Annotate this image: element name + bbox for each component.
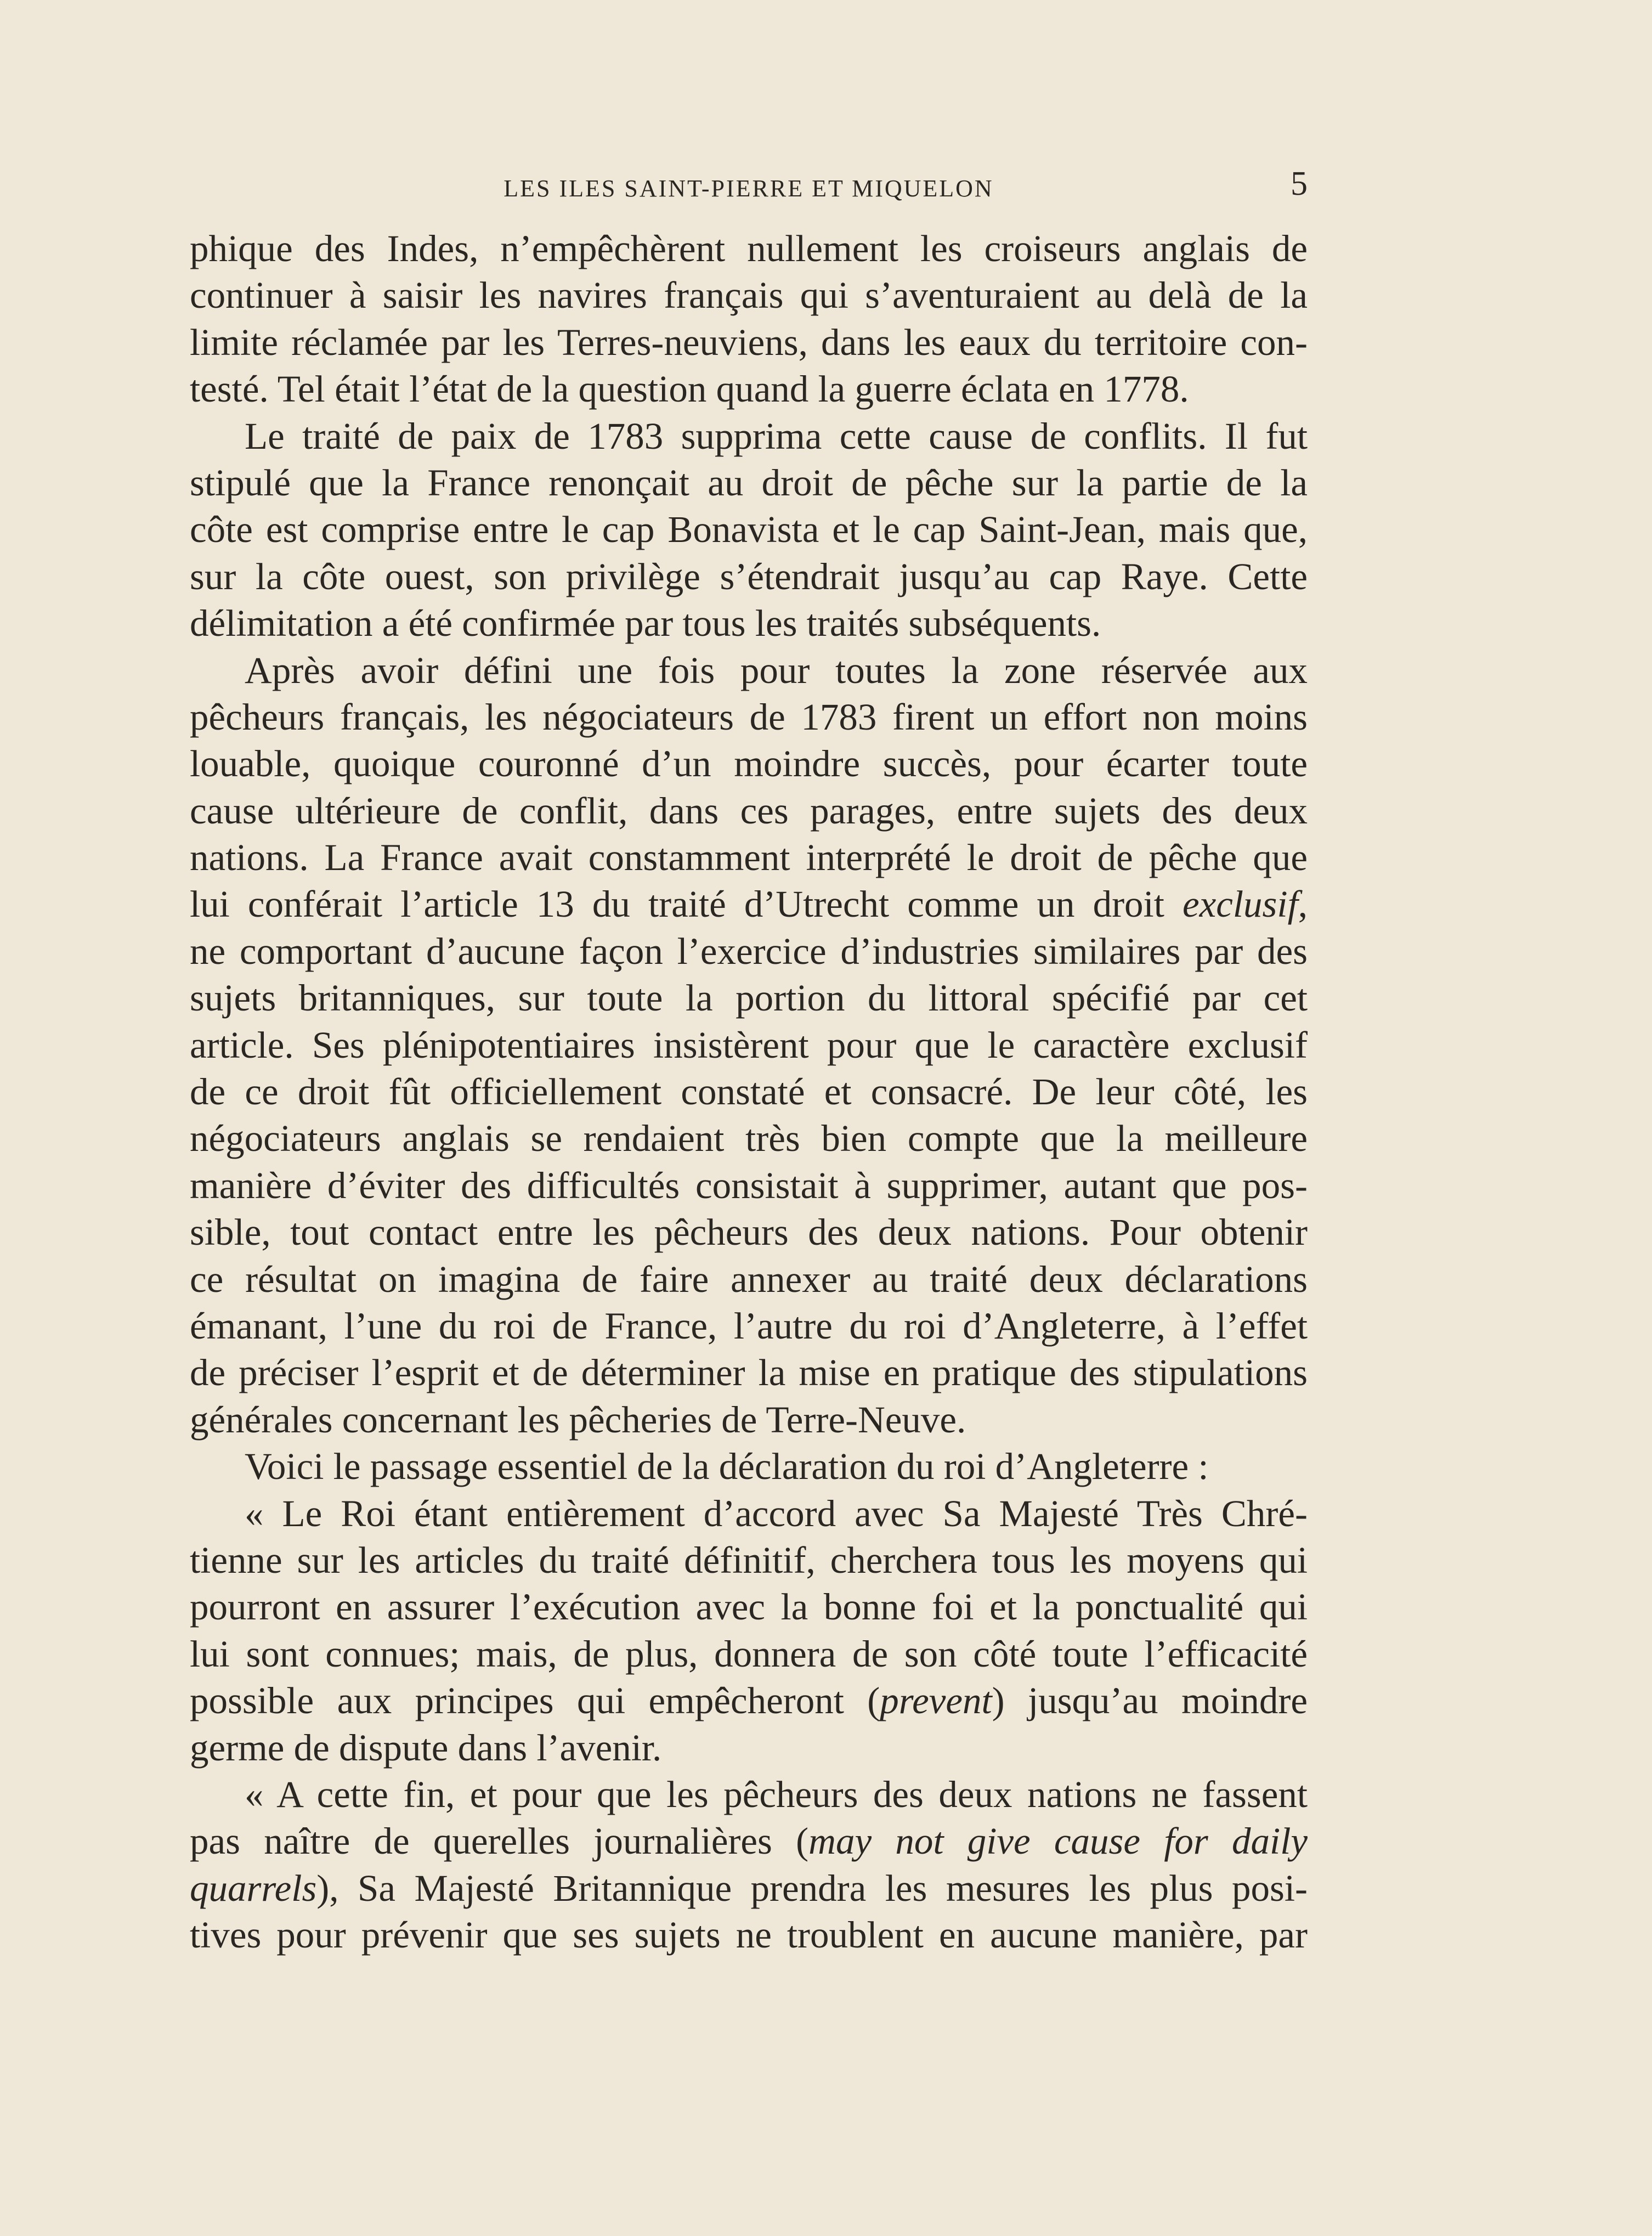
running-header [190,165,1308,208]
text-segment: Le traité de paix de 1783 supprima cette cause de conflits. Il fut [245,415,1308,457]
line-content [190,554,1308,600]
line-content [190,272,1308,319]
text-segment: ce résultat on imagina de faire annexer au traité deux déclarations [190,1258,1308,1300]
text-line [190,1818,1308,1865]
line-content [190,1537,1308,1584]
italic-text: prevent [880,1680,992,1722]
text-line [190,272,1308,319]
text-segment: germe de dispute dans l’avenir. [190,1726,662,1769]
text-line [190,1771,1308,1818]
text-line [190,928,1308,975]
page-number: 5 [1291,165,1308,202]
text-segment: continuer à saisir les navires français qui s’aventuraient au delà de la [190,274,1308,317]
line-content [190,319,1308,366]
line-content [190,1584,1308,1630]
line-content [190,834,1308,881]
line-content [190,1631,1308,1678]
text-line [190,975,1308,1021]
text-segment: sible, tout contact entre les pêcheurs des deux nations. Pour obtenir [190,1211,1308,1253]
line-content [190,1069,1308,1115]
text-segment: lui conférait l’article 13 du traité d’Utrecht comme un droit [190,883,1183,925]
line-content [190,1912,1308,1958]
text-line [190,1865,1308,1912]
text-line [190,319,1308,366]
text-segment: testé. Tel était l’état de la question quand la guerre éclata en 1778. [190,368,1189,410]
text-line [190,1069,1308,1115]
text-segment: Voici le passage essentiel de la déclaration du roi d’Angleterre : [245,1446,1209,1488]
text-segment: louable, quoique couronné d’un moindre succès, pour écarter toute [190,743,1308,785]
text-segment: article. Ses plénipotentiaires insistèrent pour que le caractère exclusif [190,1024,1308,1066]
line-content [190,975,1308,1021]
line-content [190,460,1308,506]
text-line [190,225,1308,272]
text-line [190,834,1308,881]
text-line [190,1209,1308,1256]
text-line [190,1256,1308,1303]
text-segment: cause ultérieure de conflit, dans ces parages, entre sujets des deux [190,789,1308,832]
line-content [190,1397,1308,1443]
text-segment: sur la côte ouest, son privilège s’étendrait jusqu’au cap Raye. Cette [190,555,1308,597]
text-segment: lui sont connues; mais, de plus, donnera de son côté toute l’efficacité [190,1633,1308,1675]
text-segment: pas naître de querelles journalières ( [190,1820,809,1862]
line-content [190,788,1308,834]
text-line [190,1631,1308,1678]
line-content [245,647,1308,694]
text-line [190,1678,1308,1724]
text-segment: ne comportant d’aucune façon l’exercice d’industries similaires par des [190,930,1308,972]
text-segment: Après avoir défini une fois pour toutes la zone réservée aux [245,649,1308,691]
line-content [190,1865,1308,1912]
text-line [190,788,1308,834]
text-line [190,1162,1308,1209]
body-text [190,225,1308,1958]
line-content [190,225,1308,272]
line-content [190,506,1308,553]
text-segment: sujets britanniques, sur toute la portion du littoral spécifié par cet [190,977,1308,1019]
line-content [190,1303,1308,1349]
text-line [190,506,1308,553]
line-content [245,413,1308,460]
line-content [190,1256,1308,1303]
text-segment: émanant, l’une du roi de France, l’autre du roi d’Angleterre, à l’effet [190,1305,1308,1347]
text-segment: de ce droit fût officiellement constaté et consacré. De leur côté, les [190,1071,1308,1113]
text-segment: « A cette fin, et pour que les pêcheurs des deux nations ne fassent [245,1773,1308,1815]
text-line [190,413,1308,460]
text-line [190,1912,1308,1958]
text-line [190,1349,1308,1396]
text-segment: possible aux principes qui empêcheront ( [190,1680,880,1722]
text-line [190,1022,1308,1069]
text-line [190,554,1308,600]
text-segment: , [1298,883,1308,925]
text-segment: côte est comprise entre le cap Bonavista et le cap Saint-Jean, mais que, [190,509,1308,551]
text-segment: limite réclamée par les Terres-neuviens, dans les eaux du territoire con- [190,321,1308,363]
text-segment: pêcheurs français, les négociateurs de 1783 firent un effort non moins [190,696,1308,738]
text-segment: « Le Roi étant entièrement d’accord avec Sa Majesté Très Chré- [245,1492,1308,1534]
text-segment: de préciser l’esprit et de déterminer la mise en pratique des stipulations [190,1352,1308,1394]
italic-text: exclusif [1183,883,1298,925]
text-line [190,366,1308,413]
line-content [190,366,1308,413]
running-title: LES ILES SAINT-PIERRE ET MIQUELON [503,175,994,202]
line-content [190,1209,1308,1256]
text-line [190,460,1308,506]
line-content [190,1818,1308,1865]
text-line [190,600,1308,647]
line-content [245,1443,1308,1490]
line-content [245,1771,1308,1818]
line-content [190,694,1308,741]
line-content [190,741,1308,787]
text-line [190,1397,1308,1443]
text-segment: stipulé que la France renonçait au droit de pêche sur la partie de la [190,461,1308,504]
text-segment: tives pour prévenir que ses sujets ne troublent en aucune manière, par [190,1914,1308,1956]
line-content [190,1115,1308,1162]
line-content [190,881,1308,928]
text-line [190,881,1308,928]
text-segment: ), Sa Majesté Britannique prendra les mesures les plus posi- [316,1867,1308,1909]
text-line [190,741,1308,787]
text-segment: ) jusqu’au moindre [992,1680,1308,1722]
line-content [190,600,1308,647]
text-segment: négociateurs anglais se rendaient très bien compte que la meilleure [190,1117,1308,1160]
text-segment: manière d’éviter des difficultés consistait à supprimer, autant que pos- [190,1164,1308,1206]
line-content [190,1725,1308,1771]
text-line [190,1584,1308,1630]
text-line [190,1443,1308,1490]
italic-text: may not give cause for daily [808,1820,1308,1862]
text-segment: générales concernant les pêcheries de Terre-Neuve. [190,1398,966,1441]
line-content [190,1162,1308,1209]
text-line [190,1303,1308,1349]
text-line [190,694,1308,741]
line-content [190,1022,1308,1069]
line-content [190,928,1308,975]
italic-text: quarrels [190,1867,317,1909]
line-content [245,1490,1308,1537]
text-segment: délimitation a été confirmée par tous les traités subséquents. [190,602,1101,645]
text-line [190,1725,1308,1771]
text-segment: tienne sur les articles du traité définitif, cherchera tous les moyens qui [190,1539,1308,1581]
text-line [190,1490,1308,1537]
text-line [190,647,1308,694]
text-segment: phique des Indes, n’empêchèrent nullement les croiseurs anglais de [190,228,1308,269]
line-content [190,1349,1308,1396]
line-content [190,1678,1308,1724]
text-segment: pourront en assurer l’exécution avec la bonne foi et la ponctualité qui [190,1586,1308,1628]
text-line [190,1115,1308,1162]
text-line [190,1537,1308,1584]
text-segment: nations. La France avait constamment interprété le droit de pêche que [190,837,1308,879]
